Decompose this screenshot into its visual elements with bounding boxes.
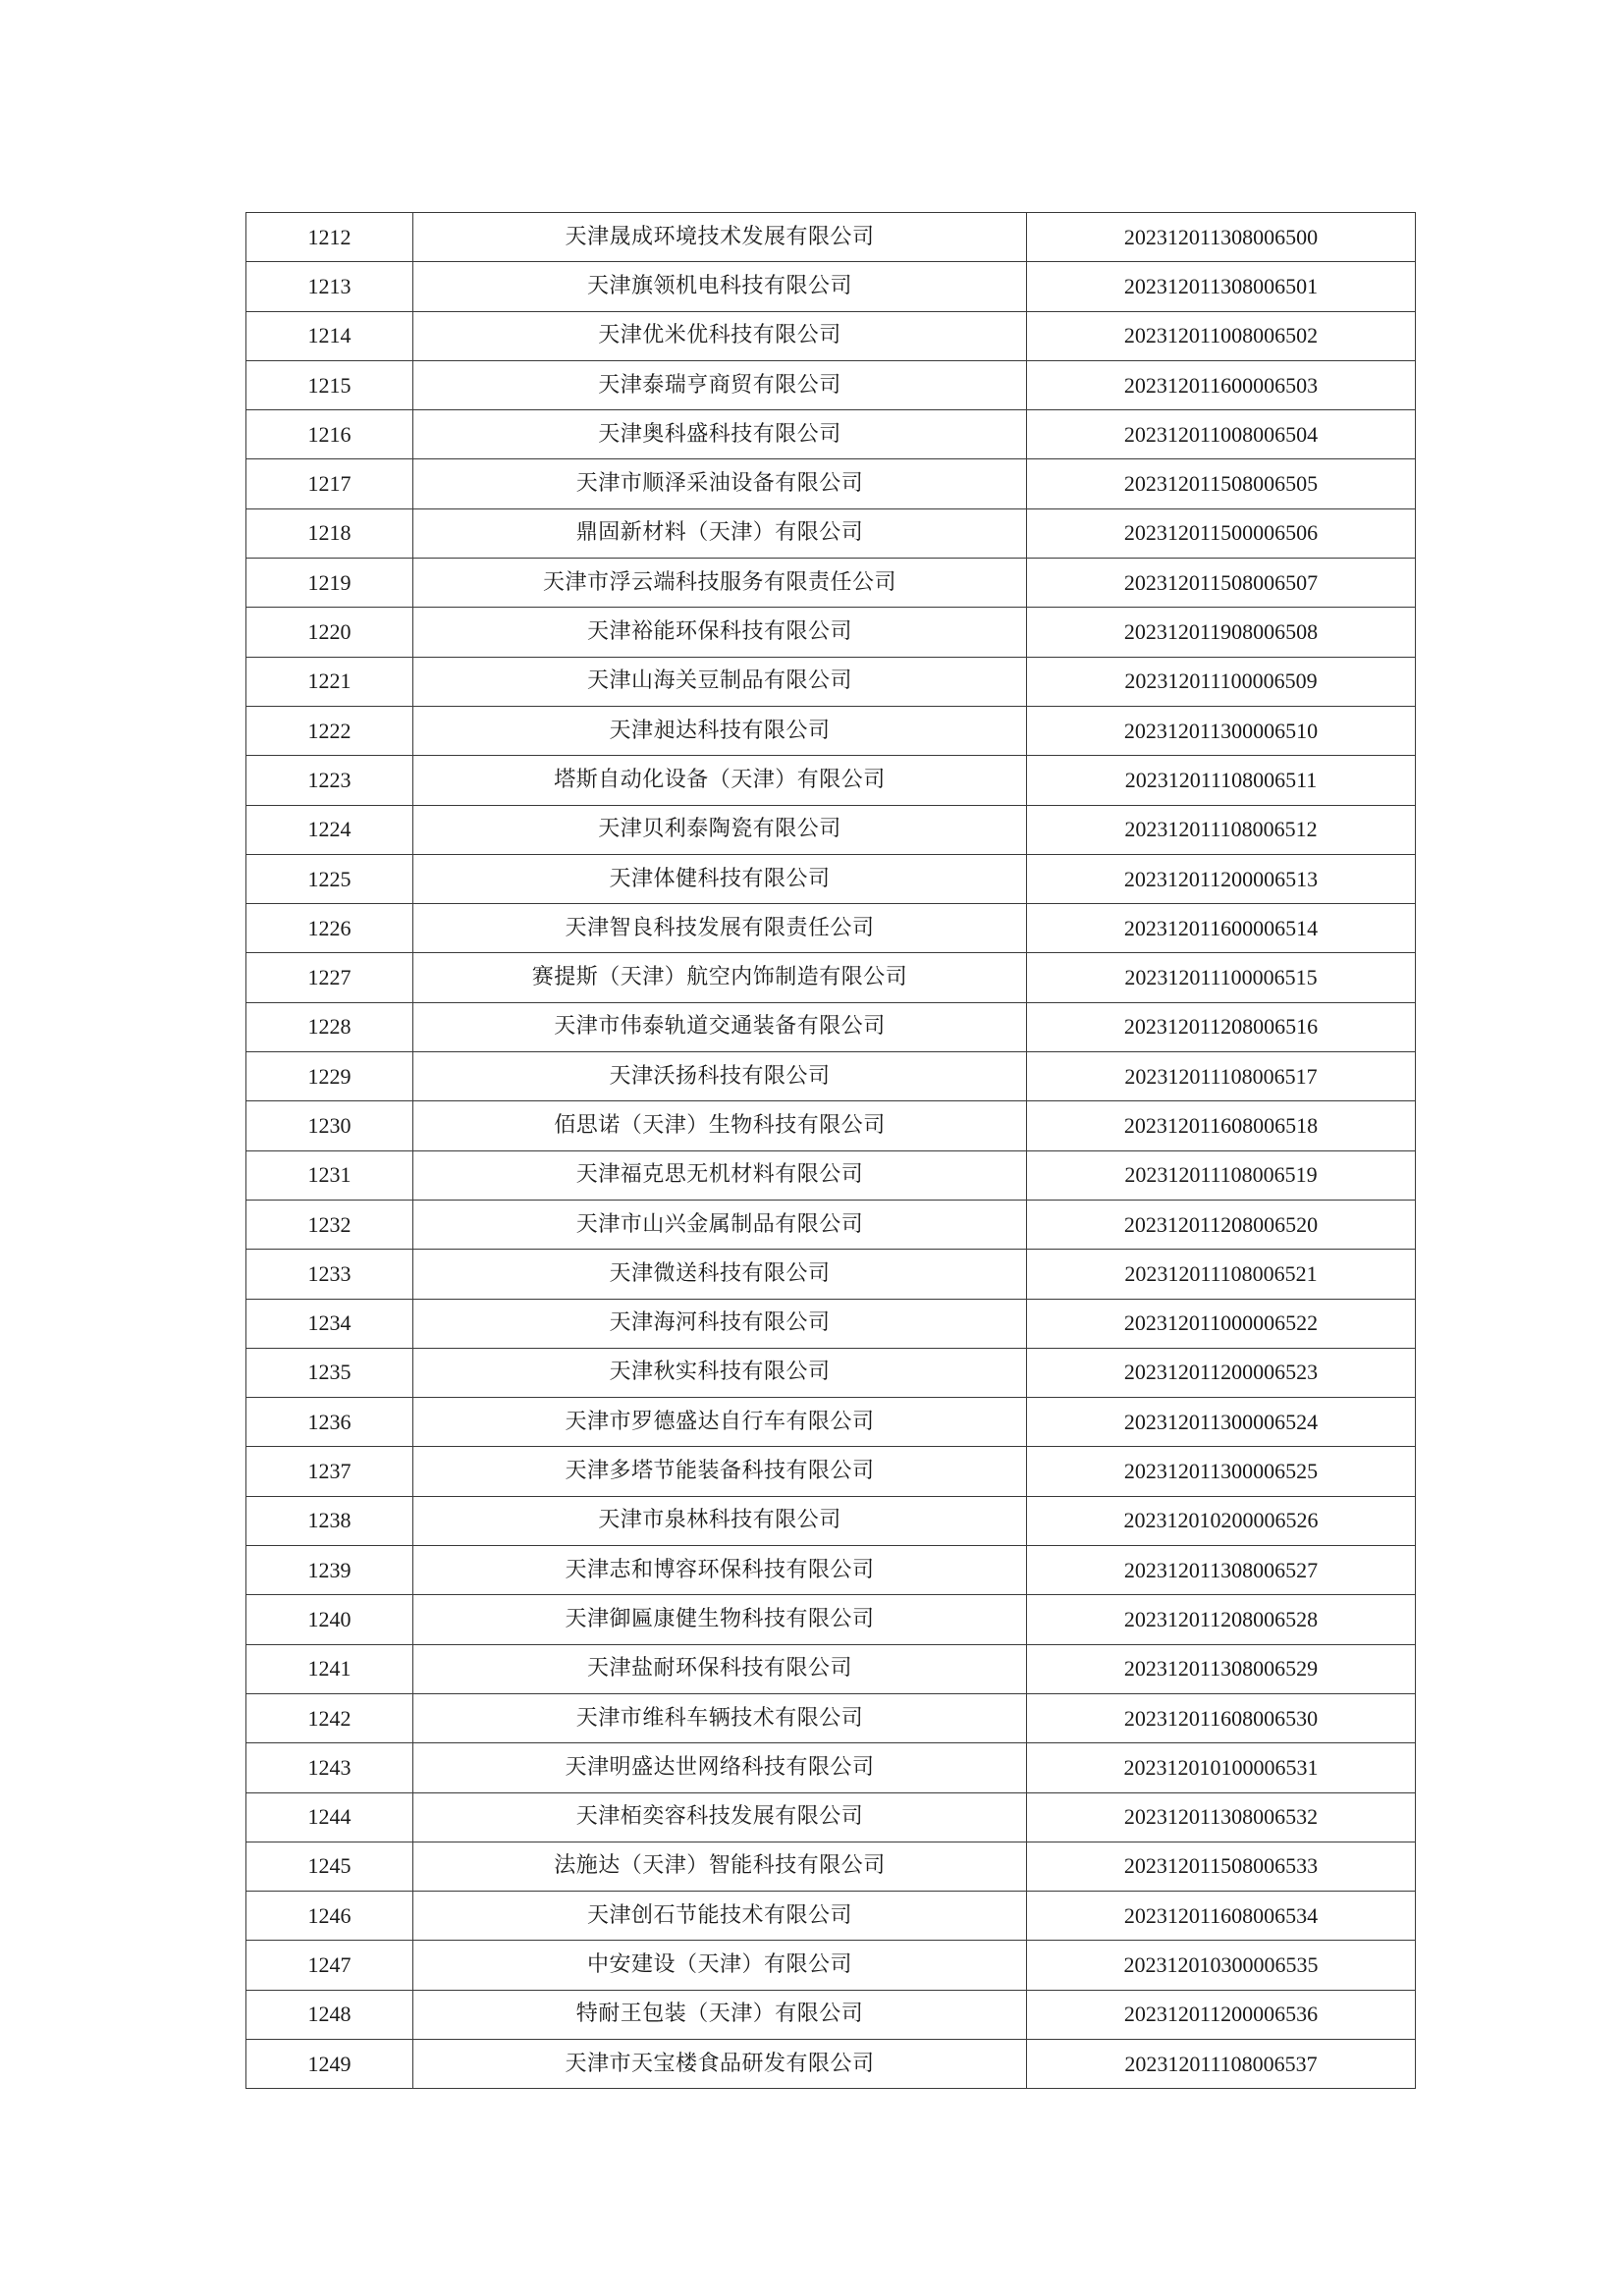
- row-company-name: 天津多塔节能装备科技有限公司: [413, 1447, 1027, 1496]
- table-row: [246, 1299, 1416, 1348]
- row-company-name: 天津明盛达世网络科技有限公司: [413, 1743, 1027, 1792]
- table-row: [246, 657, 1416, 706]
- row-sequence-number: 1220: [246, 608, 413, 657]
- row-registration-code: 202312011308006532: [1027, 1792, 1416, 1842]
- row-sequence-number: 1231: [246, 1150, 413, 1200]
- row-company-name: 中安建设（天津）有限公司: [413, 1941, 1027, 1990]
- row-registration-code: 202312011508006507: [1027, 559, 1416, 608]
- row-company-name: 天津市浮云端科技服务有限责任公司: [413, 559, 1027, 608]
- table-row: [246, 559, 1416, 608]
- row-registration-code: 202312011208006528: [1027, 1595, 1416, 1644]
- row-registration-code: 202312011608006530: [1027, 1693, 1416, 1742]
- table-row: [246, 854, 1416, 903]
- table-row: [246, 1052, 1416, 1101]
- table-row: [246, 360, 1416, 409]
- row-company-name: 佰思诺（天津）生物科技有限公司: [413, 1101, 1027, 1150]
- row-sequence-number: 1218: [246, 508, 413, 558]
- table-row: [246, 1990, 1416, 2039]
- row-registration-code: 202312011208006516: [1027, 1002, 1416, 1051]
- row-sequence-number: 1243: [246, 1743, 413, 1792]
- table-row: [246, 1892, 1416, 1941]
- row-company-name: 天津贝利泰陶瓷有限公司: [413, 805, 1027, 854]
- row-sequence-number: 1235: [246, 1348, 413, 1397]
- row-company-name: 天津市山兴金属制品有限公司: [413, 1200, 1027, 1249]
- row-company-name: 天津沃扬科技有限公司: [413, 1052, 1027, 1101]
- row-sequence-number: 1240: [246, 1595, 413, 1644]
- row-sequence-number: 1233: [246, 1250, 413, 1299]
- row-registration-code: 202312011508006505: [1027, 459, 1416, 508]
- row-company-name: 天津微送科技有限公司: [413, 1250, 1027, 1299]
- row-company-name: 法施达（天津）智能科技有限公司: [413, 1842, 1027, 1891]
- row-company-name: 天津市伟泰轨道交通装备有限公司: [413, 1002, 1027, 1051]
- row-company-name: 天津旗领机电科技有限公司: [413, 262, 1027, 311]
- row-registration-code: 202312011200006523: [1027, 1348, 1416, 1397]
- row-sequence-number: 1244: [246, 1792, 413, 1842]
- row-company-name: 天津体健科技有限公司: [413, 854, 1027, 903]
- row-sequence-number: 1242: [246, 1693, 413, 1742]
- row-registration-code: 202312011108006537: [1027, 2039, 1416, 2088]
- row-registration-code: 202312011200006513: [1027, 854, 1416, 903]
- row-registration-code: 202312011100006509: [1027, 657, 1416, 706]
- row-sequence-number: 1215: [246, 360, 413, 409]
- row-sequence-number: 1228: [246, 1002, 413, 1051]
- table-row: [246, 1941, 1416, 1990]
- table-row: [246, 508, 1416, 558]
- row-registration-code: 202312011300006510: [1027, 706, 1416, 755]
- row-sequence-number: 1225: [246, 854, 413, 903]
- table-row: [246, 410, 1416, 459]
- row-sequence-number: 1224: [246, 805, 413, 854]
- row-company-name: 天津昶达科技有限公司: [413, 706, 1027, 755]
- table-row: [246, 1398, 1416, 1447]
- row-company-name: 天津晟成环境技术发展有限公司: [413, 213, 1027, 262]
- row-sequence-number: 1212: [246, 213, 413, 262]
- row-company-name: 天津秋实科技有限公司: [413, 1348, 1027, 1397]
- row-registration-code: 202312011100006515: [1027, 953, 1416, 1002]
- row-company-name: 天津泰瑞亨商贸有限公司: [413, 360, 1027, 409]
- row-registration-code: 202312011300006525: [1027, 1447, 1416, 1496]
- row-registration-code: 202312011108006512: [1027, 805, 1416, 854]
- row-registration-code: 202312011608006534: [1027, 1892, 1416, 1941]
- row-company-name: 天津智良科技发展有限责任公司: [413, 904, 1027, 953]
- row-sequence-number: 1248: [246, 1990, 413, 2039]
- row-sequence-number: 1236: [246, 1398, 413, 1447]
- row-company-name: 天津山海关豆制品有限公司: [413, 657, 1027, 706]
- registry-table-body: [246, 213, 1416, 2089]
- row-sequence-number: 1247: [246, 1941, 413, 1990]
- row-company-name: 特耐王包装（天津）有限公司: [413, 1990, 1027, 2039]
- row-company-name: 天津裕能环保科技有限公司: [413, 608, 1027, 657]
- table-row: [246, 213, 1416, 262]
- row-company-name: 天津福克思无机材料有限公司: [413, 1150, 1027, 1200]
- row-sequence-number: 1241: [246, 1644, 413, 1693]
- row-company-name: 天津市泉林科技有限公司: [413, 1496, 1027, 1545]
- row-registration-code: 202312010300006535: [1027, 1941, 1416, 1990]
- row-registration-code: 202312011600006503: [1027, 360, 1416, 409]
- row-registration-code: 202312011308006501: [1027, 262, 1416, 311]
- table-row: [246, 1348, 1416, 1397]
- table-row: [246, 1743, 1416, 1792]
- row-registration-code: 202312011308006527: [1027, 1546, 1416, 1595]
- row-registration-code: 202312011108006519: [1027, 1150, 1416, 1200]
- row-registration-code: 202312011008006502: [1027, 311, 1416, 360]
- row-company-name: 天津市天宝楼食品研发有限公司: [413, 2039, 1027, 2088]
- row-sequence-number: 1216: [246, 410, 413, 459]
- row-company-name: 天津奥科盛科技有限公司: [413, 410, 1027, 459]
- row-sequence-number: 1239: [246, 1546, 413, 1595]
- row-registration-code: 202312011308006500: [1027, 213, 1416, 262]
- row-registration-code: 202312011308006529: [1027, 1644, 1416, 1693]
- row-sequence-number: 1238: [246, 1496, 413, 1545]
- table-row: [246, 904, 1416, 953]
- table-row: [246, 1101, 1416, 1150]
- row-company-name: 天津市罗德盛达自行车有限公司: [413, 1398, 1027, 1447]
- table-row: [246, 1546, 1416, 1595]
- row-company-name: 天津盐耐环保科技有限公司: [413, 1644, 1027, 1693]
- table-row: [246, 1002, 1416, 1051]
- table-row: [246, 1447, 1416, 1496]
- table-row: [246, 311, 1416, 360]
- table-row: [246, 1842, 1416, 1891]
- row-registration-code: 202312011108006511: [1027, 756, 1416, 805]
- row-sequence-number: 1245: [246, 1842, 413, 1891]
- row-registration-code: 202312011200006536: [1027, 1990, 1416, 2039]
- row-company-name: 天津优米优科技有限公司: [413, 311, 1027, 360]
- row-registration-code: 202312011208006520: [1027, 1200, 1416, 1249]
- row-registration-code: 202312010100006531: [1027, 1743, 1416, 1792]
- row-company-name: 天津市顺泽采油设备有限公司: [413, 459, 1027, 508]
- row-registration-code: 202312011008006504: [1027, 410, 1416, 459]
- row-sequence-number: 1249: [246, 2039, 413, 2088]
- row-registration-code: 202312011000006522: [1027, 1299, 1416, 1348]
- row-registration-code: 202312011608006518: [1027, 1101, 1416, 1150]
- row-registration-code: 202312011908006508: [1027, 608, 1416, 657]
- row-sequence-number: 1230: [246, 1101, 413, 1150]
- row-sequence-number: 1246: [246, 1892, 413, 1941]
- row-company-name: 鼎固新材料（天津）有限公司: [413, 508, 1027, 558]
- row-company-name: 天津创石节能技术有限公司: [413, 1892, 1027, 1941]
- row-company-name: 赛提斯（天津）航空内饰制造有限公司: [413, 953, 1027, 1002]
- row-sequence-number: 1213: [246, 262, 413, 311]
- row-registration-code: 202312011108006517: [1027, 1052, 1416, 1101]
- row-sequence-number: 1223: [246, 756, 413, 805]
- table-row: [246, 262, 1416, 311]
- table-row: [246, 1693, 1416, 1742]
- row-sequence-number: 1219: [246, 559, 413, 608]
- row-registration-code: 202312010200006526: [1027, 1496, 1416, 1545]
- table-row: [246, 459, 1416, 508]
- row-company-name: 天津栢奕容科技发展有限公司: [413, 1792, 1027, 1842]
- row-registration-code: 202312011600006514: [1027, 904, 1416, 953]
- table-row: [246, 1496, 1416, 1545]
- row-sequence-number: 1229: [246, 1052, 413, 1101]
- table-row: [246, 805, 1416, 854]
- table-row: [246, 1150, 1416, 1200]
- row-company-name: 塔斯自动化设备（天津）有限公司: [413, 756, 1027, 805]
- row-sequence-number: 1237: [246, 1447, 413, 1496]
- table-row: [246, 706, 1416, 755]
- row-registration-code: 202312011508006533: [1027, 1842, 1416, 1891]
- row-company-name: 天津御匾康健生物科技有限公司: [413, 1595, 1027, 1644]
- company-registry-table: [245, 212, 1416, 2089]
- table-row: [246, 2039, 1416, 2088]
- row-registration-code: 202312011500006506: [1027, 508, 1416, 558]
- table-row: [246, 1644, 1416, 1693]
- table-row: [246, 1595, 1416, 1644]
- row-sequence-number: 1217: [246, 459, 413, 508]
- row-sequence-number: 1234: [246, 1299, 413, 1348]
- table-row: [246, 1250, 1416, 1299]
- table-row: [246, 608, 1416, 657]
- row-sequence-number: 1221: [246, 657, 413, 706]
- row-sequence-number: 1227: [246, 953, 413, 1002]
- row-company-name: 天津志和博容环保科技有限公司: [413, 1546, 1027, 1595]
- row-sequence-number: 1214: [246, 311, 413, 360]
- row-company-name: 天津市维科车辆技术有限公司: [413, 1693, 1027, 1742]
- row-company-name: 天津海河科技有限公司: [413, 1299, 1027, 1348]
- table-row: [246, 1792, 1416, 1842]
- table-row: [246, 756, 1416, 805]
- row-sequence-number: 1232: [246, 1200, 413, 1249]
- row-sequence-number: 1222: [246, 706, 413, 755]
- row-registration-code: 202312011300006524: [1027, 1398, 1416, 1447]
- row-sequence-number: 1226: [246, 904, 413, 953]
- row-registration-code: 202312011108006521: [1027, 1250, 1416, 1299]
- table-row: [246, 1200, 1416, 1249]
- table-row: [246, 953, 1416, 1002]
